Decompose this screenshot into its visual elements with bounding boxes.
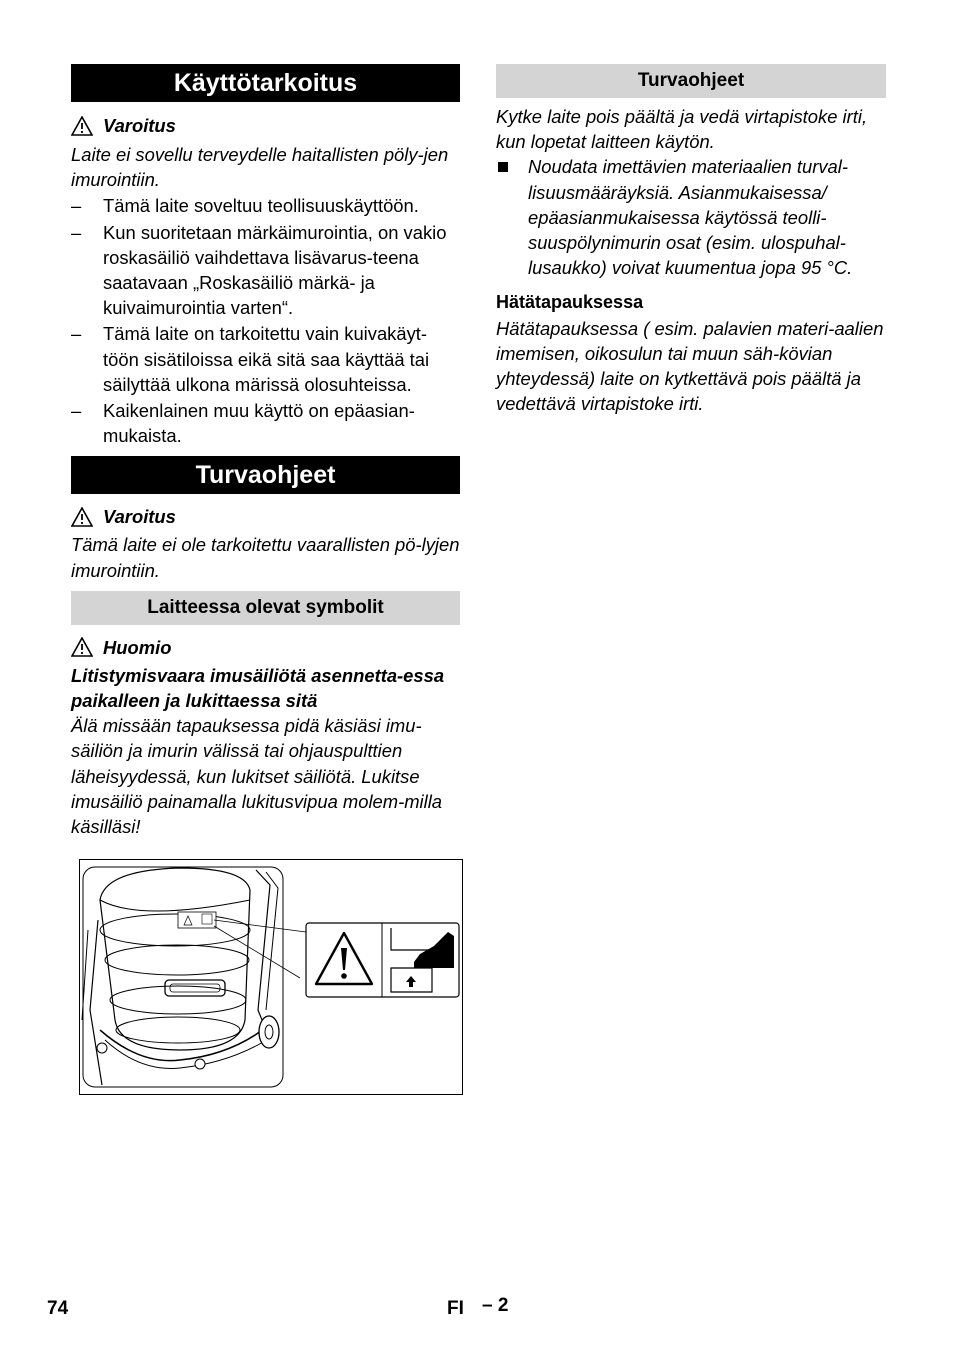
warning-label-2 <box>71 504 460 529</box>
section-number: – 2 <box>482 1295 509 1316</box>
warning-label-1 <box>71 113 460 138</box>
warning-label-text: Varoitus <box>103 115 176 136</box>
right-column <box>496 64 886 416</box>
warning-label-text: Varoitus <box>103 506 176 528</box>
emergency-heading: Hätätapauksessa <box>496 292 644 313</box>
usage-list <box>71 193 460 448</box>
list-item: – Tämä laite soveltuu teollisuuskäyttöön. <box>71 195 419 217</box>
note-label <box>71 635 460 660</box>
left-column <box>71 64 460 839</box>
warning-triangle-icon <box>71 637 93 657</box>
page-number: 74 <box>47 1298 69 1319</box>
warning-triangle-icon <box>71 116 93 136</box>
list-item: – Tämä laite on tarkoitettu vain kuivakäyt-töön sisätiloissa eikä sitä saa käyttää tai säilyttää ulkona märissä olosuhteissa. <box>71 323 430 395</box>
note-label-text: Huomio <box>103 636 172 658</box>
heading-kayttotarkoitus: Käyttötarkoitus <box>71 64 460 102</box>
subheading-symbols: Laitteessa olevat symbolit <box>71 591 460 625</box>
safety-list <box>496 154 886 280</box>
square-bullet-icon <box>498 162 508 172</box>
emergency-text: Hätätapauksessa ( esim. palavien materi-aalien imemisen, oikosulun tai muun säh-kövian yhteydessä) laite on kytkettävä pois päältä ja vedettävä virtapistoke irti. <box>496 317 884 415</box>
list-item: Noudata imettävien materiaalien turval-lisuusmääräyksiä. Asianmukaisessa/ epäasianmukaisessa käytössä teolli-suuspölynimurin osat (esim. ulospuhal-lusaukko) voivat kuumentua jopa 95 °C. <box>496 154 886 280</box>
list-item: – Kaikenlainen muu käyttö on epäasian-mukaista. <box>71 400 415 447</box>
intro-text: Kytke laite pois päältä ja vedä virtapistoke irti, kun lopetat laitteen käytön. <box>496 106 868 153</box>
symbol-illustration <box>79 859 463 1095</box>
language-code: FI <box>447 1298 464 1319</box>
warning-triangle-icon <box>71 507 93 527</box>
heading-turvaohjeet: Turvaohjeet <box>71 456 460 494</box>
note-bold-text: Litistymisvaara imusäiliötä asennetta-essa paikalleen ja lukittaessa sitä <box>71 664 445 712</box>
list-item: – Kun suoritetaan märkäimurointia, on vakio roskasäiliö vaihdettava lisävarus-teena saatavaan „Roskasäiliö märkä- ja kuivaimurointia varten“. <box>71 221 447 319</box>
note-text: Älä missään tapauksessa pidä käsiäsi imu-säiliön ja imurin välissä tai ohjauspulttien läheisyydessä, kun lukitset säiliötä. Lukitse imusäiliö painamalla lukitusvipua molem-milla käsilläsi! <box>71 715 443 838</box>
warning-text-1: Laite ei sovellu terveydelle haitallisten pöly-jen imurointiin. <box>71 144 449 191</box>
vacuum-container-illustration <box>80 860 462 1094</box>
warning-text-2: Tämä laite ei ole tarkoitettu vaarallisten pö-lyjen imurointiin. <box>71 534 460 581</box>
subheading-turvaohjeet: Turvaohjeet <box>496 64 886 98</box>
